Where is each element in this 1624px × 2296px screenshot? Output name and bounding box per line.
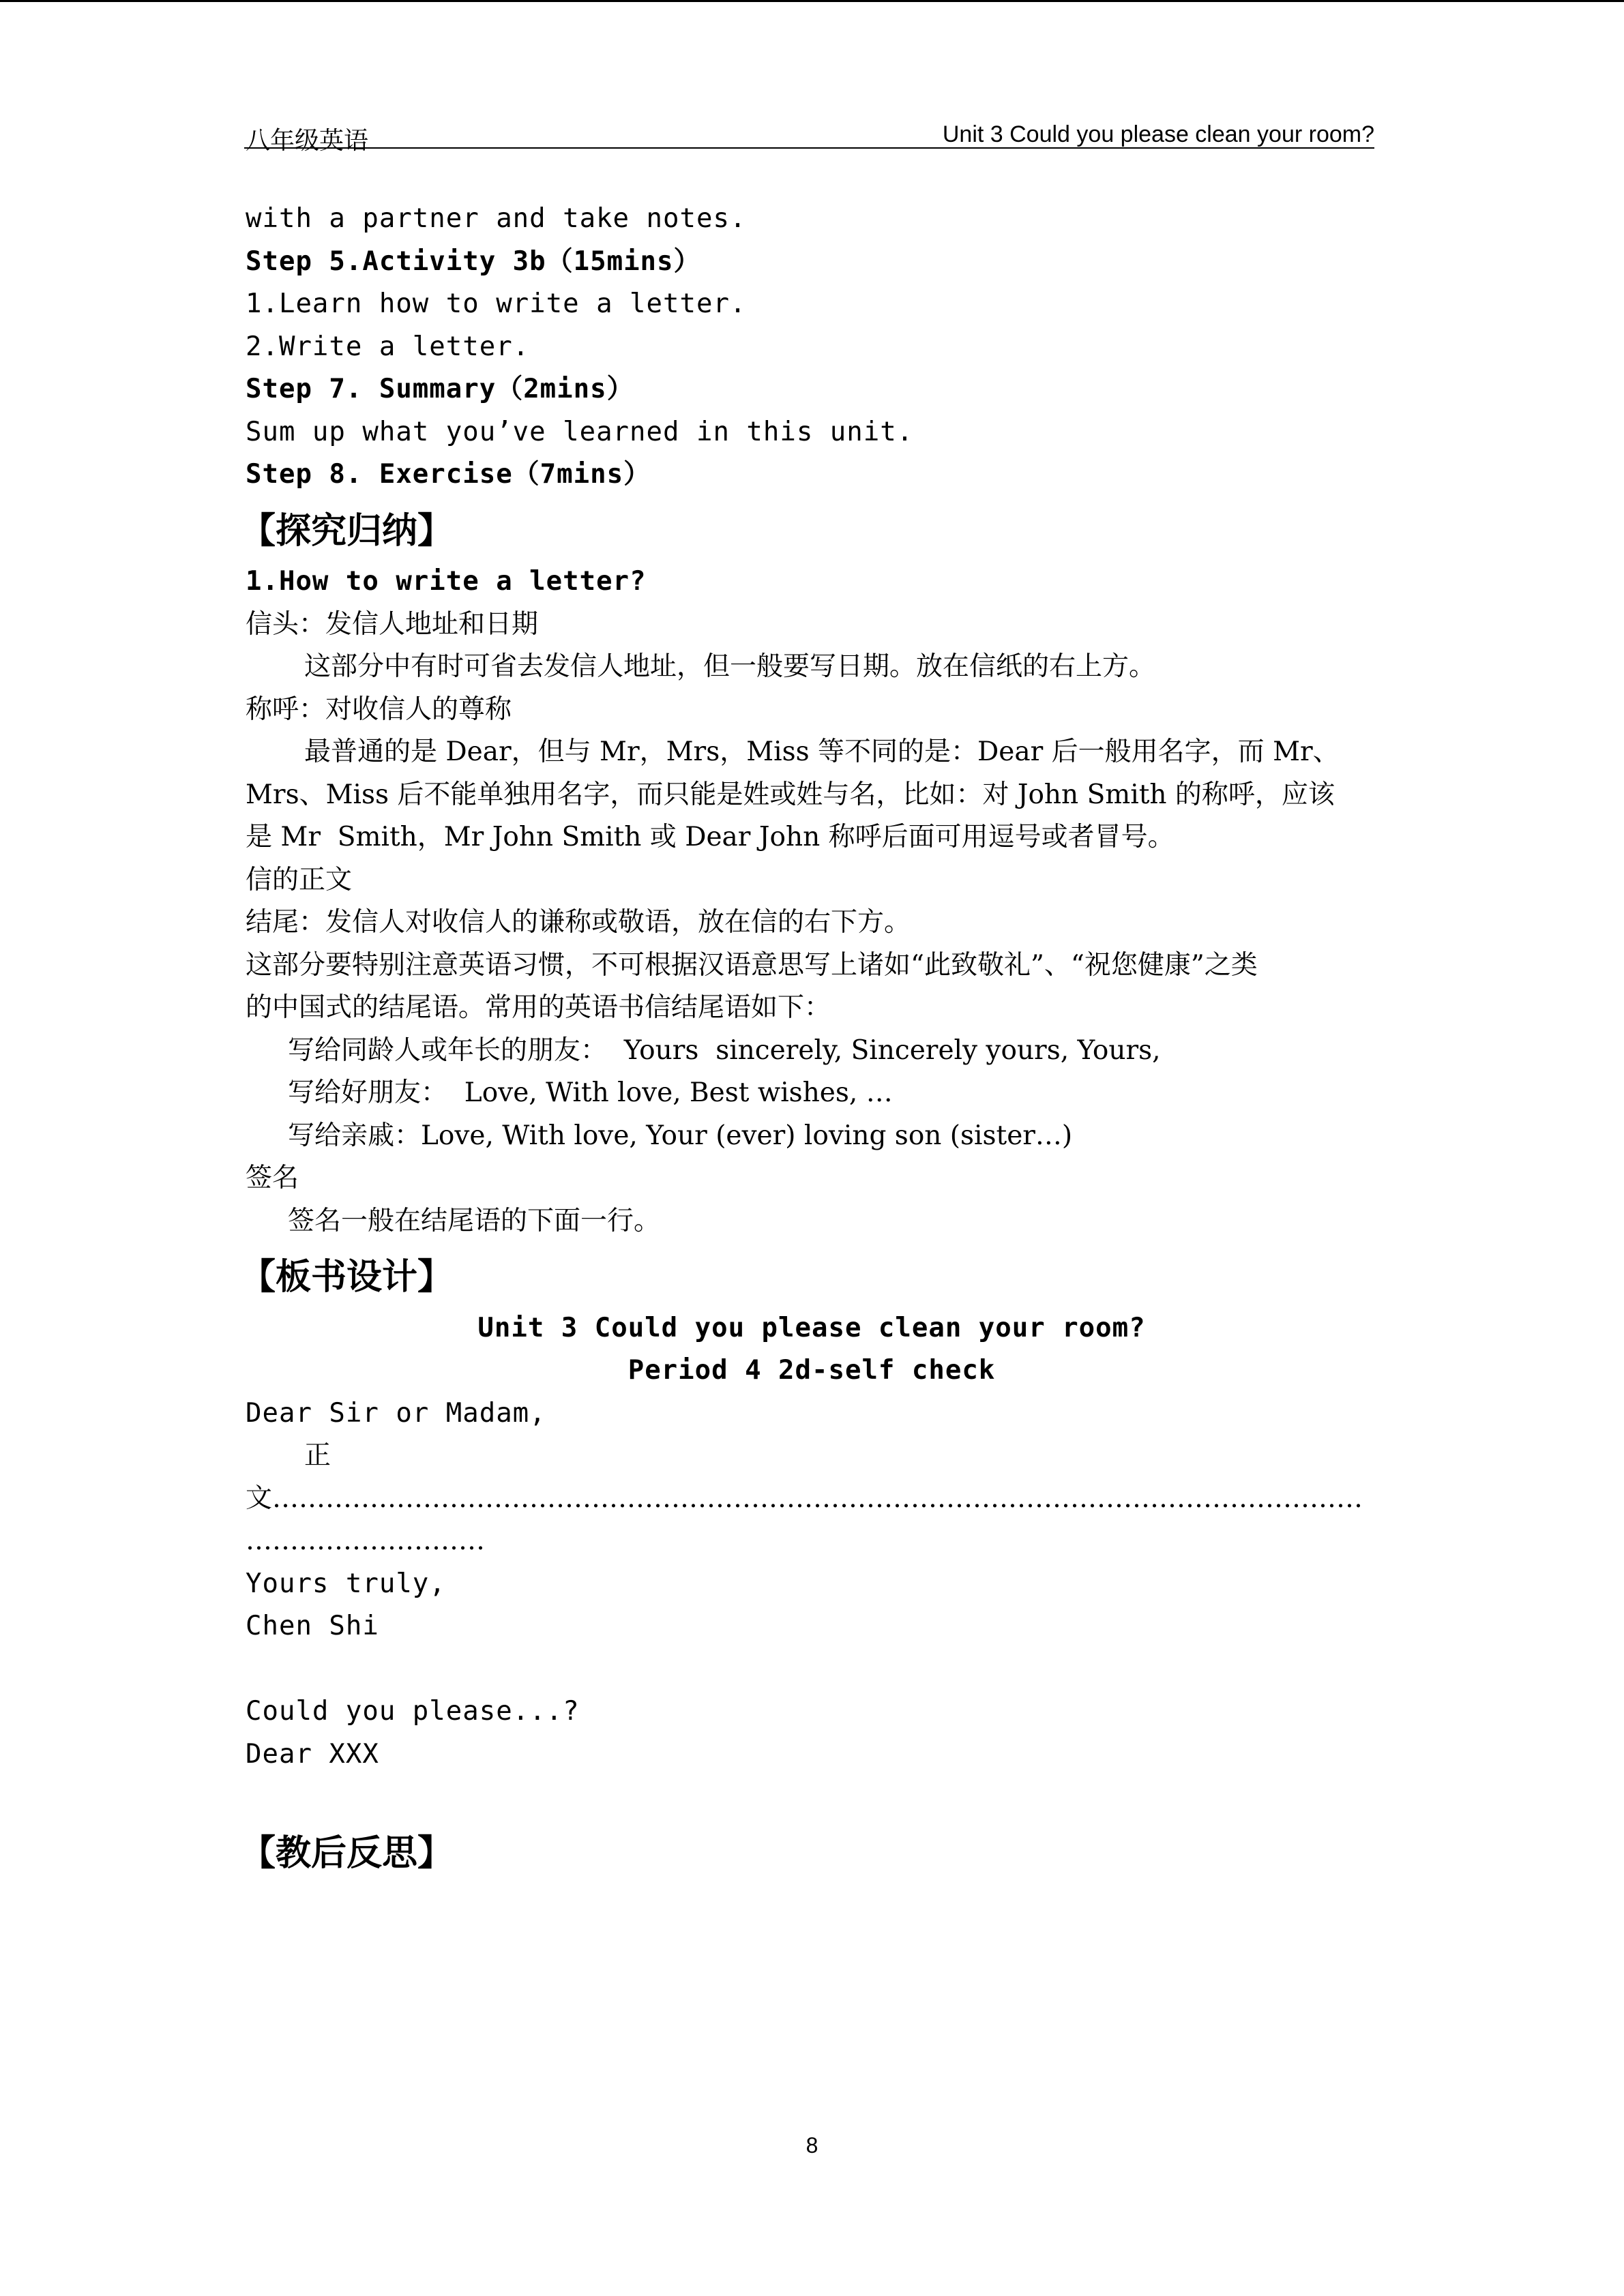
section-title-board: 【板书设计】 — [240, 1257, 454, 1298]
text-line: 正 — [304, 1440, 331, 1471]
text-line: 最普通的是 Dear，但与 Mr，Mrs，Miss 等不同的是：Dear 后一般用名字，而 Mr、 — [304, 736, 1340, 767]
text-line: Yours truly, — [246, 1568, 446, 1599]
step-heading: Step 5.Activity 3b（15mins） — [246, 245, 701, 277]
step-heading: Step 8. Exercise（7mins） — [246, 459, 651, 490]
text-line: 信头：发信人地址和日期 — [246, 608, 539, 640]
text-line: 写给好朋友： Love, With love, Best wishes, … — [288, 1077, 893, 1108]
text-line: Mrs、Miss 后不能单独用名字，而只能是姓或姓与名，比如：对 John Smith 的称呼，应该 — [246, 779, 1335, 810]
page-header — [244, 117, 1374, 155]
spacer — [246, 1776, 1378, 1819]
text-line: 结尾：发信人对收信人的谦称或敬语，放在信的右下方。 — [246, 907, 911, 938]
text-line: 这部分要特别注意英语习惯，不可根据汉语意思写上诸如“此致敬礼”、“祝您健康”之类 — [246, 949, 1258, 981]
text-line: Dear Sir or Madam, — [246, 1397, 546, 1429]
text-line: Chen Shi — [246, 1611, 379, 1641]
page-content — [240, 198, 1378, 1883]
header-left: 八年级英语 — [246, 127, 369, 155]
text-line: 签名一般在结尾语的下面一行。 — [288, 1205, 661, 1236]
text-line: 1.Learn how to write a letter. — [246, 288, 747, 319]
text-line: Sum up what you’ve learned in this unit. — [246, 416, 914, 447]
text-line: 这部分中有时可省去发信人地址，但一般要写日期。放在信纸的右上方。 — [304, 651, 1156, 682]
step-heading: Step 7. Summary（2mins） — [246, 374, 634, 404]
text-line: 称呼：对收信人的尊称 — [246, 694, 512, 725]
question-line: 1.How to write a letter? — [246, 566, 647, 597]
text-line: ……………………… — [246, 1525, 485, 1556]
text-line: Could you please...? — [246, 1696, 580, 1727]
board-subtitle: Period 4 2d-self check — [628, 1355, 996, 1386]
text-line: 是 Mr Smith，Mr John Smith 或 Dear John 称呼后面可用逗号或者冒号。 — [246, 822, 1175, 852]
text-line: Dear XXX — [246, 1738, 379, 1770]
text-line: 签名 — [246, 1163, 299, 1193]
header-right: Unit 3 Could you please clean your room? — [942, 121, 1374, 147]
section-title-explore: 【探究归纳】 — [240, 510, 454, 552]
text-line: with a partner and take notes. — [246, 203, 747, 234]
spacer — [246, 1648, 1378, 1691]
text-line: 写给亲戚：Love, With love, Your (ever) loving son (sister…) — [288, 1120, 1073, 1151]
section-title-reflection: 【教后反思】 — [240, 1832, 454, 1874]
text-line: 的中国式的结尾语。常用的英语书信结尾语如下： — [246, 992, 831, 1023]
text-line: 文…………………………………………………………………………………………………………… — [246, 1482, 1363, 1514]
text-line: 2.Write a letter. — [246, 331, 530, 362]
top-border — [0, 0, 1624, 2]
text-line: 信的正文 — [246, 864, 353, 895]
page-number: 8 — [806, 2133, 818, 2158]
text-line: 写给同龄人或年长的朋友： Yours sincerely, Sincerely yours, Yours, — [288, 1034, 1161, 1066]
board-title: Unit 3 Could you please clean your room? — [477, 1312, 1146, 1343]
